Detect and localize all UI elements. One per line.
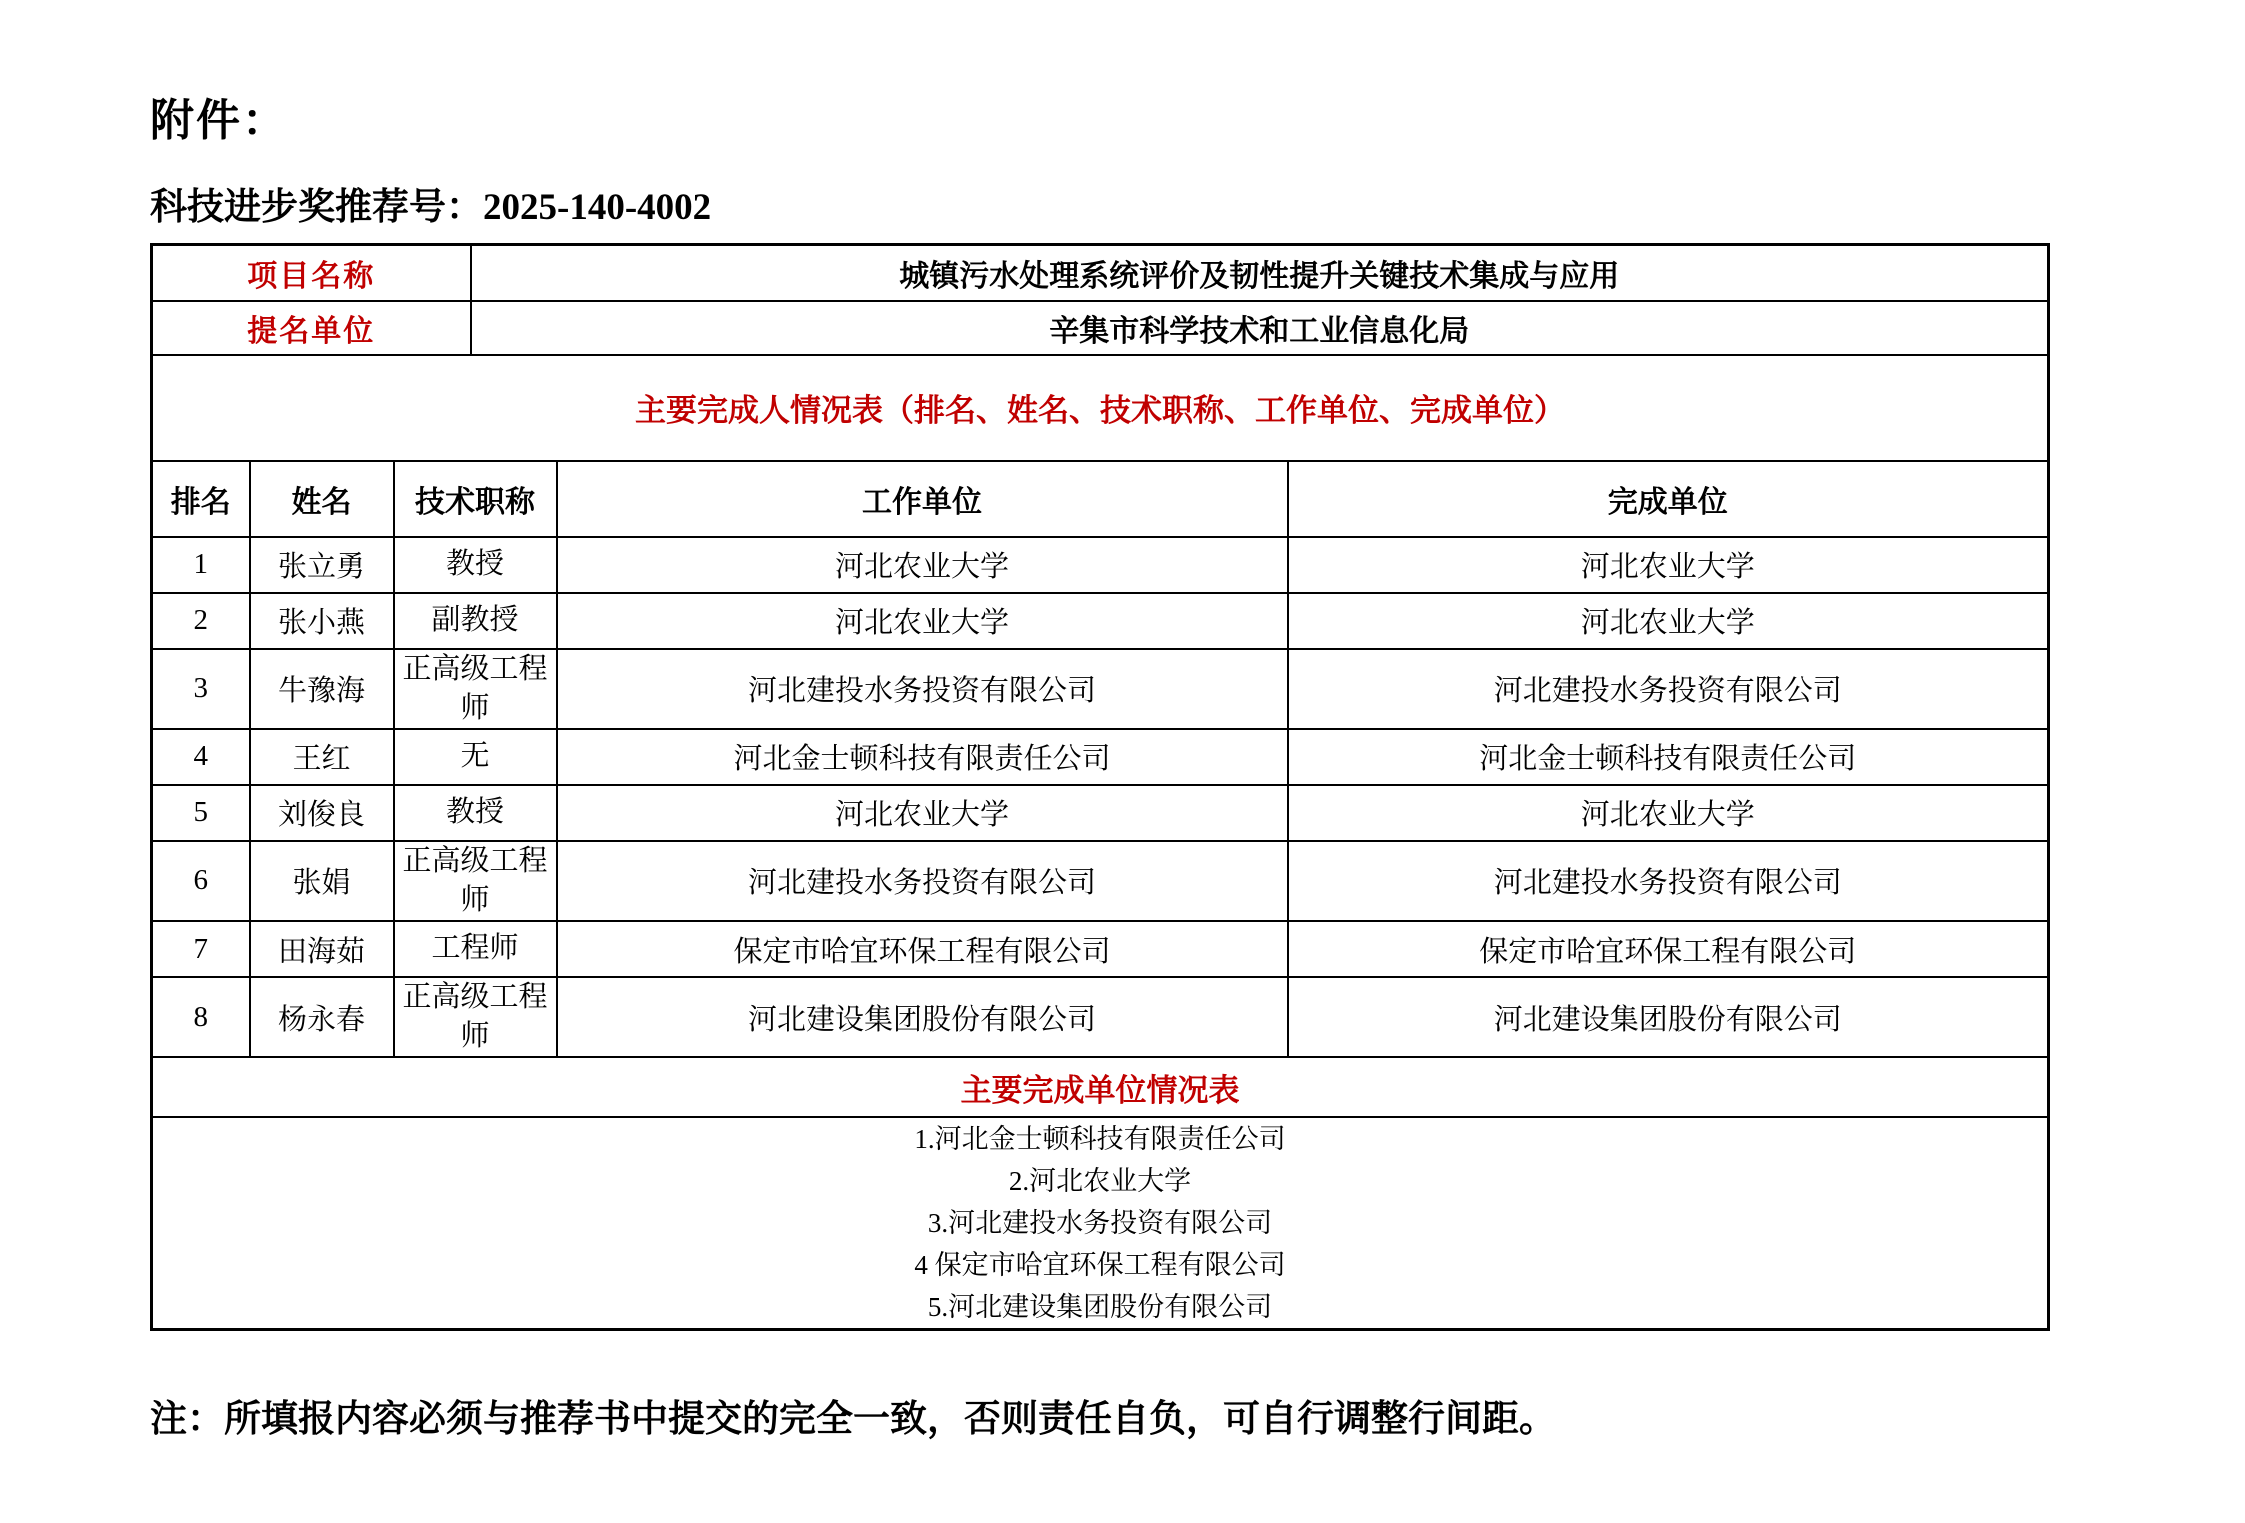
name-cell: 张立勇 (250, 537, 394, 593)
recommendation-label: 科技进步奖推荐号： (150, 187, 483, 228)
name-cell: 田海茹 (250, 921, 394, 977)
rank-cell: 3 (152, 649, 250, 729)
tech-title-cell: 教授 (394, 537, 557, 593)
completer-row (152, 537, 2049, 593)
completion-unit-cell: 保定市哈宜环保工程有限公司 (1288, 921, 2049, 977)
tech-title-cell: 正高级工程师 (394, 977, 557, 1057)
units-section-title: 主要完成单位情况表 (152, 1057, 2049, 1117)
work-unit-cell: 河北农业大学 (557, 785, 1288, 841)
project-name-row (152, 245, 2049, 301)
attachment-heading: 附件： (150, 96, 288, 145)
work-unit-cell: 河北建投水务投资有限公司 (557, 649, 1288, 729)
completers-header-row (152, 461, 2049, 537)
completer-row (152, 785, 2049, 841)
completers-section-title-row (152, 355, 2049, 461)
recommendation-number-line (150, 176, 711, 230)
completion-unit-cell: 河北农业大学 (1288, 593, 2049, 649)
column-header-work-unit: 工作单位 (557, 461, 1288, 537)
unit-line-item: 4 保定市哈宜环保工程有限公司 (914, 1250, 1286, 1281)
units-list-cell (152, 1117, 2049, 1330)
unit-line-item: 2.河北农业大学 (1008, 1166, 1192, 1197)
name-cell: 牛豫海 (250, 649, 394, 729)
work-unit-cell: 保定市哈宜环保工程有限公司 (557, 921, 1288, 977)
completer-row (152, 729, 2049, 785)
completion-unit-cell: 河北金士顿科技有限责任公司 (1288, 729, 2049, 785)
completer-row (152, 649, 2049, 729)
nominating-unit-label: 提名单位 (152, 301, 471, 355)
completers-tbody (152, 537, 2049, 1058)
column-header-rank: 排名 (152, 461, 250, 537)
tech-title-cell: 正高级工程师 (394, 649, 557, 729)
rank-cell: 1 (152, 537, 250, 593)
tech-title-cell: 副教授 (394, 593, 557, 649)
project-name-value: 城镇污水处理系统评价及韧性提升关键技术集成与应用 (471, 245, 2049, 301)
unit-line-item: 3.河北建投水务投资有限公司 (927, 1208, 1273, 1239)
recommendation-number: 2025-140-4002 (483, 187, 712, 228)
unit-line-item: 1.河北金士顿科技有限责任公司 (914, 1124, 1286, 1155)
tech-title-cell: 工程师 (394, 921, 557, 977)
name-cell: 王红 (250, 729, 394, 785)
column-header-completion-unit: 完成单位 (1288, 461, 2049, 537)
column-header-name: 姓名 (250, 461, 394, 537)
units-section-title-row (152, 1057, 2049, 1117)
column-header-title: 技术职称 (394, 461, 557, 537)
rank-cell: 7 (152, 921, 250, 977)
tech-title-cell: 无 (394, 729, 557, 785)
completer-row (152, 593, 2049, 649)
rank-cell: 5 (152, 785, 250, 841)
award-form-table (150, 243, 2050, 1331)
units-list (153, 1118, 2047, 1328)
rank-cell: 2 (152, 593, 250, 649)
name-cell: 杨永春 (250, 977, 394, 1057)
rank-cell: 8 (152, 977, 250, 1057)
tech-title-cell: 正高级工程师 (394, 841, 557, 921)
completion-unit-cell: 河北建投水务投资有限公司 (1288, 649, 2049, 729)
unit-line-item: 5.河北建设集团股份有限公司 (927, 1292, 1273, 1323)
completion-unit-cell: 河北农业大学 (1288, 785, 2049, 841)
rank-cell: 4 (152, 729, 250, 785)
completion-unit-cell: 河北农业大学 (1288, 537, 2049, 593)
tech-title-cell: 教授 (394, 785, 557, 841)
work-unit-cell: 河北金士顿科技有限责任公司 (557, 729, 1288, 785)
work-unit-cell: 河北建设集团股份有限公司 (557, 977, 1288, 1057)
units-list-row (152, 1117, 2049, 1330)
project-name-label: 项目名称 (152, 245, 471, 301)
completer-row (152, 977, 2049, 1057)
name-cell: 张小燕 (250, 593, 394, 649)
completion-unit-cell: 河北建设集团股份有限公司 (1288, 977, 2049, 1057)
completion-unit-cell: 河北建投水务投资有限公司 (1288, 841, 2049, 921)
completer-row (152, 841, 2049, 921)
name-cell: 刘俊良 (250, 785, 394, 841)
nominating-unit-value: 辛集市科学技术和工业信息化局 (471, 301, 2049, 355)
footer-note: 注：所填报内容必须与推荐书中提交的完全一致，否则责任自负，可自行调整行间距。 (150, 1399, 1556, 1440)
work-unit-cell: 河北建投水务投资有限公司 (557, 841, 1288, 921)
completer-row (152, 921, 2049, 977)
completers-section-title: 主要完成人情况表（排名、姓名、技术职称、工作单位、完成单位） (152, 355, 2049, 461)
nominating-unit-row (152, 301, 2049, 355)
work-unit-cell: 河北农业大学 (557, 537, 1288, 593)
work-unit-cell: 河北农业大学 (557, 593, 1288, 649)
name-cell: 张娟 (250, 841, 394, 921)
rank-cell: 6 (152, 841, 250, 921)
